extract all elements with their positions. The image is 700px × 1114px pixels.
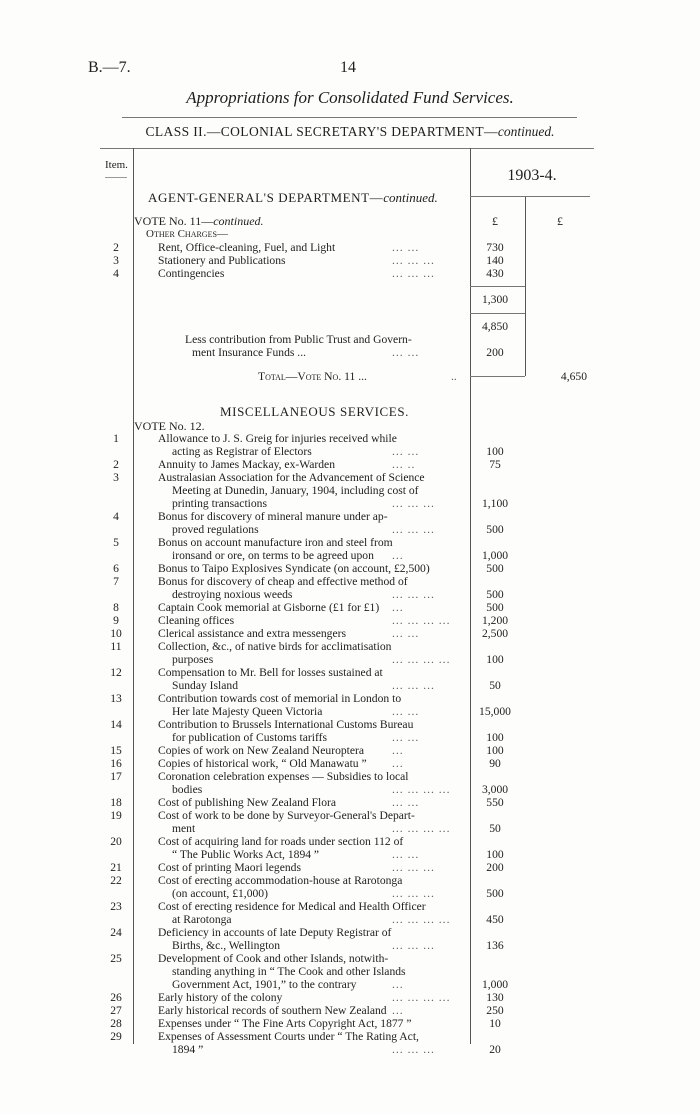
item-number: 7	[113, 575, 119, 588]
item-description: (on account, £1,000)	[172, 887, 268, 900]
item-description: Meeting at Dunedin, January, 1904, including cost of	[172, 484, 419, 497]
total-rule	[470, 376, 525, 377]
dot-leader: ... ... ...	[392, 861, 435, 874]
misc-item-line	[0, 588, 700, 601]
item-amount: 100	[486, 744, 504, 757]
agent-general-gross: 4,850	[481, 320, 509, 333]
item-number: 17	[110, 770, 122, 783]
misc-item-line	[0, 497, 700, 510]
item-description: Early history of the colony	[158, 991, 283, 1004]
dot-leader: ... ... ... ...	[392, 783, 451, 796]
item-number: 21	[110, 861, 122, 874]
misc-item-line	[0, 913, 700, 926]
currency-symbol-col2: £	[557, 214, 563, 228]
misc-item-line	[0, 861, 700, 874]
item-number: 26	[110, 991, 122, 1004]
misc-item-line	[0, 1004, 700, 1017]
subtotal-rule-bottom	[470, 313, 525, 314]
misc-item-line	[0, 484, 700, 497]
item-description: Captain Cook memorial at Gisborne (£1 for £1)	[158, 601, 380, 614]
misc-item-line	[0, 926, 700, 939]
item-number: 6	[113, 562, 119, 575]
item-description: acting as Registrar of Electors	[172, 445, 312, 458]
dot-leader: ...	[392, 757, 404, 770]
dot-leader: ... ...	[392, 241, 420, 254]
misc-item-line	[0, 653, 700, 666]
item-number: 10	[110, 627, 122, 640]
misc-item-line	[0, 939, 700, 952]
item-amount: 730	[486, 241, 504, 254]
item-amount: 100	[486, 848, 504, 861]
misc-item-line	[0, 471, 700, 484]
item-amount: 100	[486, 653, 504, 666]
item-description: Cost of printing Maori legends	[158, 861, 301, 874]
item-amount: 500	[486, 588, 504, 601]
dot-leader: ... ... ... ...	[392, 991, 451, 1004]
less-contribution-amount: 200	[486, 346, 504, 359]
year-column-header: 1903-4.	[507, 167, 557, 184]
misc-item-line	[0, 679, 700, 692]
less-contribution-line-1: Less contribution from Public Trust and Govern-	[185, 333, 412, 346]
misc-item-line	[0, 718, 700, 731]
item-number: 11	[110, 640, 122, 653]
item-amount: 550	[486, 796, 504, 809]
item-amount: 450	[486, 913, 504, 926]
misc-item-line	[0, 952, 700, 965]
item-description: ironsand or ore, on terms to be agreed upon	[172, 549, 374, 562]
item-description: Bonus to Taipo Explosives Syndicate (on account, £2,500)	[158, 562, 430, 575]
item-description: Early historical records of southern New Zealand	[158, 1004, 387, 1017]
misc-item-line	[0, 783, 700, 796]
item-description: Bonus on account manufacture iron and steel from	[158, 536, 393, 549]
misc-item-line	[0, 666, 700, 679]
vote-11-total-amount: 4,650	[560, 370, 587, 383]
item-number: 15	[110, 744, 122, 757]
agent-general-subtotal: 1,300	[481, 293, 509, 306]
item-column-header: Item.	[105, 159, 128, 171]
item-amount: 2,500	[481, 627, 509, 640]
dot-leader: ... ...	[392, 627, 420, 640]
item-description: Allowance to J. S. Greig for injuries received while	[158, 432, 397, 445]
misc-item-line	[0, 536, 700, 549]
item-description: Copies of work on New Zealand Neuroptera	[158, 744, 365, 757]
item-number: 12	[110, 666, 122, 679]
less-contribution-leader: ... ...	[392, 346, 420, 359]
misc-item-line	[0, 445, 700, 458]
misc-item-line	[0, 965, 700, 978]
dot-leader: ... ..	[392, 458, 416, 471]
item-amount: 500	[486, 887, 504, 900]
other-charges-subheading: Other Charges—	[146, 228, 228, 240]
dot-leader: ... ... ...	[392, 939, 435, 952]
item-description: at Rarotonga	[172, 913, 232, 926]
misc-item-line	[0, 432, 700, 445]
dot-leader: ... ...	[392, 848, 420, 861]
less-contribution-line-2: ment Insurance Funds ...	[192, 346, 306, 359]
item-number: 28	[110, 1017, 122, 1030]
item-description: Australasian Association for the Advancement of Science	[158, 471, 425, 484]
item-description: purposes	[172, 653, 214, 666]
item-description: Sunday Island	[172, 679, 239, 692]
item-number: 3	[113, 471, 119, 484]
item-description: standing anything in “ The Cook and other Islands	[172, 965, 406, 978]
agent-general-heading: AGENT-GENERAL'S DEPARTMENT—continued.	[148, 190, 438, 205]
page-number: 14	[340, 59, 356, 76]
item-number: 27	[110, 1004, 122, 1017]
item-number: 4	[113, 510, 119, 523]
dot-leader: ... ... ...	[392, 254, 435, 267]
item-description: ment	[172, 822, 196, 835]
item-description: bodies	[172, 783, 203, 796]
item-amount: 140	[486, 254, 504, 267]
item-number: 8	[113, 601, 119, 614]
item-number: 2	[113, 241, 119, 254]
misc-item-line	[0, 640, 700, 653]
item-number: 29	[110, 1030, 122, 1043]
misc-item-line	[0, 614, 700, 627]
item-amount: 500	[486, 601, 504, 614]
misc-item-line	[0, 1043, 700, 1056]
item-description: Compensation to Mr. Bell for losses sustained at	[158, 666, 383, 679]
misc-item-line	[0, 601, 700, 614]
item-description: Contingencies	[158, 267, 225, 280]
item-description: Coronation celebration expenses — Subsidies to local	[158, 770, 409, 783]
item-amount: 1,000	[481, 549, 509, 562]
dot-leader: ... ...	[392, 445, 420, 458]
item-description: “ The Public Works Act, 1894 ”	[172, 848, 320, 861]
misc-item-line	[0, 705, 700, 718]
page-title: Appropriations for Consolidated Fund Services.	[186, 88, 514, 107]
dot-leader: ... ... ...	[392, 1043, 435, 1056]
item-amount: 50	[489, 822, 501, 835]
dot-leader: ... ...	[392, 796, 420, 809]
item-description: Expenses under “ The Fine Arts Copyright Act, 1877 ”	[158, 1017, 412, 1030]
item-number: 24	[110, 926, 122, 939]
item-description: Deficiency in accounts of late Deputy Registrar of	[158, 926, 392, 939]
misc-item-line	[0, 848, 700, 861]
item-amount: 1,000	[481, 978, 509, 991]
misc-item-line	[0, 458, 700, 471]
dot-leader: ...	[392, 549, 404, 562]
vote-11-total-label: Total—Vote No. 11 ...	[258, 370, 367, 383]
item-description: Government Act, 1901,” to the contrary	[172, 978, 357, 991]
item-description: Births, &c., Wellington	[172, 939, 281, 952]
document-reference: B.—7.	[88, 59, 131, 76]
item-description: Cost of work to be done by Surveyor-General's Depart-	[158, 809, 415, 822]
item-description: Cleaning offices	[158, 614, 235, 627]
item-description: proved regulations	[172, 523, 259, 536]
item-description: destroying noxious weeds	[172, 588, 293, 601]
item-description: printing transactions	[172, 497, 267, 510]
item-description: Clerical assistance and extra messengers	[158, 627, 347, 640]
table-top-rule	[100, 148, 594, 149]
misc-item-line	[0, 978, 700, 991]
item-description: Expenses of Assessment Courts under “ The Rating Act,	[158, 1030, 419, 1043]
year-header-rule	[470, 196, 590, 197]
item-description: Cost of erecting residence for Medical and Health Officer	[158, 900, 426, 913]
dot-leader: ... ... ...	[392, 497, 435, 510]
misc-item-line	[0, 1030, 700, 1043]
item-description: Collection, &c., of native birds for acclimatisation	[158, 640, 392, 653]
currency-symbol-col1: £	[492, 214, 498, 228]
subtotal-rule-top	[470, 286, 525, 287]
item-description: Copies of historical work, “ Old Manawatu ”	[158, 757, 367, 770]
item-amount: 130	[486, 991, 504, 1004]
item-number: 9	[113, 614, 119, 627]
misc-item-line	[0, 809, 700, 822]
misc-item-line	[0, 874, 700, 887]
miscellaneous-heading: MISCELLANEOUS SERVICES.	[220, 404, 409, 419]
misc-item-line	[0, 562, 700, 575]
dot-leader: ... ... ...	[392, 523, 435, 536]
item-description: Contribution towards cost of memorial in London to	[158, 692, 402, 705]
dot-leader: ... ... ...	[392, 588, 435, 601]
item-amount: 136	[486, 939, 504, 952]
item-amount: 15,000	[479, 705, 511, 718]
item-description: Stationery and Publications	[158, 254, 286, 267]
misc-item-line	[0, 744, 700, 757]
dot-leader: ... ... ... ...	[392, 653, 451, 666]
item-amount: 250	[486, 1004, 504, 1017]
misc-item-line	[0, 900, 700, 913]
item-number: 1	[113, 432, 119, 445]
dot-leader: ... ...	[392, 731, 420, 744]
item-header-underline	[105, 177, 127, 178]
item-description: Cost of erecting accommodation-house at Rarotonga	[158, 874, 403, 887]
misc-item-line	[0, 770, 700, 783]
item-number: 25	[110, 952, 122, 965]
item-amount: 500	[486, 562, 504, 575]
item-number: 3	[113, 254, 119, 267]
misc-item-line	[0, 991, 700, 1004]
class-heading: CLASS II.—COLONIAL SECRETARY'S DEPARTMENT—continued.	[145, 124, 555, 139]
dot-leader: ...	[392, 978, 404, 991]
item-description: Contribution to Brussels International Customs Bureau	[158, 718, 414, 731]
agent-general-row	[0, 241, 700, 254]
misc-item-line	[0, 757, 700, 770]
title-divider	[122, 117, 577, 118]
misc-item-line	[0, 1017, 700, 1030]
misc-item-line	[0, 796, 700, 809]
item-description: Cost of publishing New Zealand Flora	[158, 796, 337, 809]
item-number: 23	[110, 900, 122, 913]
item-amount: 430	[486, 267, 504, 280]
item-number: 14	[110, 718, 122, 731]
item-amount: 10	[489, 1017, 501, 1030]
misc-item-line	[0, 731, 700, 744]
item-number: 22	[110, 874, 122, 887]
item-amount: 50	[489, 679, 501, 692]
misc-item-line	[0, 627, 700, 640]
item-number: 5	[113, 536, 119, 549]
item-amount: 200	[486, 861, 504, 874]
vote-11-total-leader: ..	[451, 370, 457, 383]
item-description: Bonus for discovery of cheap and effective method of	[158, 575, 408, 588]
item-number: 4	[113, 267, 119, 280]
misc-item-line	[0, 692, 700, 705]
item-description: Annuity to James Mackay, ex-Warden	[158, 458, 335, 471]
dot-leader: ... ... ... ...	[392, 614, 451, 627]
dot-leader: ... ... ...	[392, 887, 435, 900]
dot-leader: ... ... ...	[392, 267, 435, 280]
item-description: for publication of Customs tariffs	[172, 731, 327, 744]
vote-11-label: VOTE No. 11—continued.	[134, 214, 264, 228]
item-number: 18	[110, 796, 122, 809]
item-amount: 1,100	[481, 497, 509, 510]
agent-general-row	[0, 267, 700, 280]
item-amount: 1,200	[481, 614, 509, 627]
item-number: 16	[110, 757, 122, 770]
dot-leader: ... ... ...	[392, 679, 435, 692]
misc-item-line	[0, 523, 700, 536]
total-column-rule	[525, 196, 526, 376]
agent-general-row	[0, 254, 700, 267]
item-description: Development of Cook and other Islands, notwith-	[158, 952, 389, 965]
item-number: 2	[113, 458, 119, 471]
item-description: Bonus for discovery of mineral manure under ap-	[158, 510, 388, 523]
item-amount: 3,000	[481, 783, 509, 796]
dot-leader: ... ... ... ...	[392, 822, 451, 835]
dot-leader: ... ... ... ...	[392, 913, 451, 926]
misc-item-line	[0, 549, 700, 562]
item-number: 19	[110, 809, 122, 822]
item-amount: 100	[486, 445, 504, 458]
misc-item-line	[0, 822, 700, 835]
item-amount: 75	[489, 458, 501, 471]
dot-leader: ...	[392, 1004, 404, 1017]
misc-item-line	[0, 510, 700, 523]
item-number: 20	[110, 835, 122, 848]
item-amount: 90	[489, 757, 501, 770]
item-description: Rent, Office-cleaning, Fuel, and Light	[158, 241, 336, 254]
item-description: 1894 ”	[172, 1043, 204, 1056]
misc-item-line	[0, 887, 700, 900]
item-amount: 100	[486, 731, 504, 744]
item-amount: 20	[489, 1043, 501, 1056]
dot-leader: ...	[392, 744, 404, 757]
misc-item-line	[0, 575, 700, 588]
item-description: Her late Majesty Queen Victoria	[172, 705, 323, 718]
item-description: Cost of acquiring land for roads under section 112 of	[158, 835, 404, 848]
misc-item-line	[0, 835, 700, 848]
dot-leader: ... ...	[392, 705, 420, 718]
dot-leader: ...	[392, 601, 404, 614]
vote-12-label: VOTE No. 12.	[134, 419, 205, 433]
item-number: 13	[110, 692, 122, 705]
item-amount: 500	[486, 523, 504, 536]
